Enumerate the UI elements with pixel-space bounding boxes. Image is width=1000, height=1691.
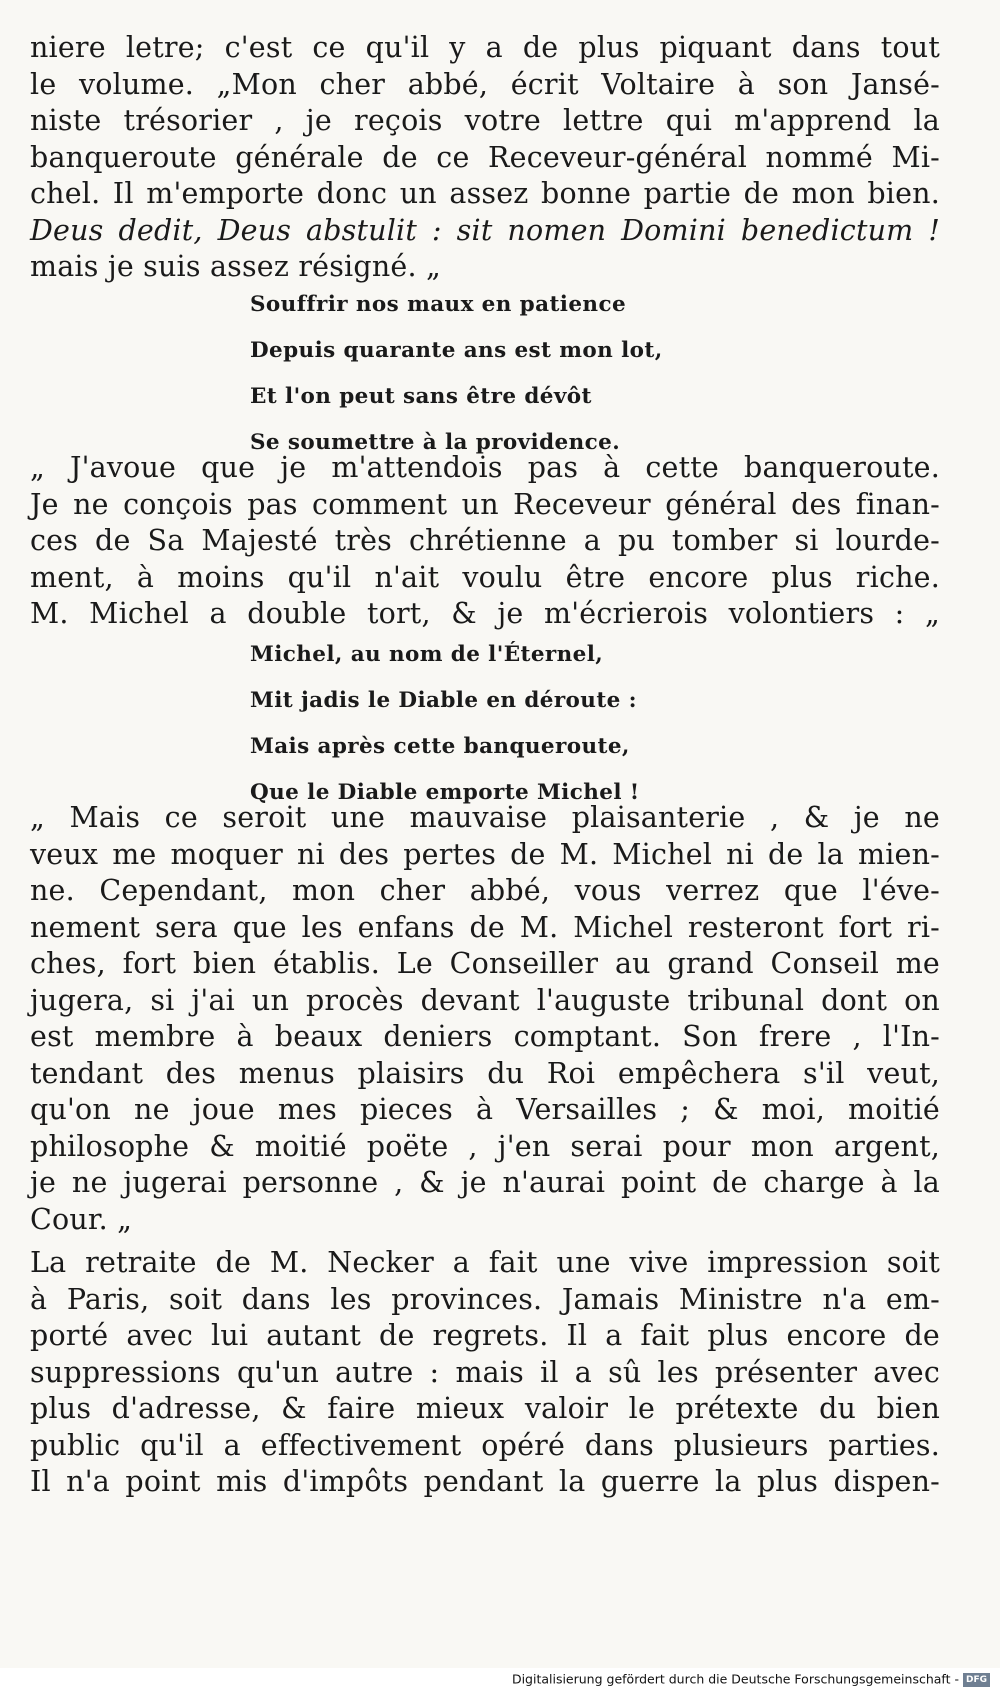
verse-line: Mit jadis le Diable en déroute : bbox=[250, 688, 637, 713]
text-line: mais je suis assez résigné. „ bbox=[30, 250, 441, 283]
digitization-footer bbox=[0, 1668, 1000, 1690]
verse-line: Michel, au nom de l'Éternel, bbox=[250, 642, 604, 667]
text-line: philosophe & moitié poëte , j'en serai pour mon argent, bbox=[30, 1129, 940, 1163]
paragraph-plaisanterie bbox=[30, 800, 940, 1238]
paragraph-banqueroute bbox=[30, 450, 940, 633]
text-line: tendant des menus plaisirs du Roi empêchera s'il veut, bbox=[30, 1056, 940, 1090]
dfg-logo-icon: DFG bbox=[963, 1673, 990, 1687]
text-line: je ne jugerai personne , & je n'aurai point de charge à la bbox=[30, 1166, 940, 1199]
text-line: Cour. „ bbox=[30, 1202, 133, 1236]
text-line: ne. Cependant, mon cher abbé, vous verrez que l'éve- bbox=[30, 874, 940, 907]
text-line: plus d'adresse, & faire mieux valoir le prétexte du bien bbox=[30, 1392, 940, 1425]
verse-line: Depuis quarante ans est mon lot, bbox=[250, 338, 663, 363]
text-line: banqueroute générale de ce Receveur-général nommé Mi- bbox=[30, 140, 940, 174]
text-line: veux me moquer ni des pertes de M. Michel ni de la mien- bbox=[30, 837, 940, 871]
text-line: ment, à moins qu'il n'ait voulu être encore plus riche. bbox=[30, 560, 940, 594]
verse-line: Que le Diable emporte Michel ! bbox=[250, 780, 640, 805]
text-line: Il n'a point mis d'impôts pendant la guerre la plus dispen- bbox=[30, 1465, 940, 1498]
verse-line: Et l'on peut sans être dévôt bbox=[250, 384, 592, 409]
text-line: „ J'avoue que je m'attendois pas à cette banqueroute. bbox=[30, 451, 940, 484]
verse-line: Se soumettre à la providence. bbox=[250, 430, 621, 455]
funding-notice: Digitalisierung gefördert durch die Deutsche Forschungsgemeinschaft - bbox=[511, 1671, 959, 1687]
text-line: jugera, si j'ai un procès devant l'auguste tribunal dont on bbox=[30, 983, 940, 1017]
text-line: à Paris, soit dans les provinces. Jamais Ministre n'a em- bbox=[30, 1282, 940, 1316]
text-line: Je ne conçois pas comment un Receveur général des finan- bbox=[30, 487, 940, 521]
text-line: nement sera que les enfans de M. Michel resteront fort ri- bbox=[30, 910, 940, 944]
text-line: porté avec lui autant de regrets. Il a fait plus encore de bbox=[30, 1319, 940, 1352]
text-line: niere letre; c'est ce qu'il y a de plus piquant dans tout bbox=[30, 31, 940, 64]
text-line: est membre à beaux deniers comptant. Son frere , l'In- bbox=[30, 1020, 940, 1053]
text-line: ches, fort bien établis. Le Conseiller au grand Conseil me bbox=[30, 947, 940, 980]
verse-line: Mais après cette banqueroute, bbox=[250, 734, 630, 759]
text-line: qu'on ne joue mes pieces à Versailles ; & moi, moitié bbox=[30, 1093, 940, 1126]
text-line: public qu'il a effectivement opéré dans plusieurs parties. bbox=[30, 1428, 940, 1462]
verse-stanza-michel bbox=[250, 632, 710, 816]
text-line: niste trésorier , je reçois votre lettre qui m'apprend la bbox=[30, 104, 940, 137]
text-line: M. Michel a double tort, & je m'écrierois volontiers : „ bbox=[30, 597, 940, 630]
verse-line: Souffrir nos maux en patience bbox=[250, 292, 627, 317]
paragraph-voltaire-letter bbox=[30, 30, 940, 286]
verse-stanza-patience bbox=[250, 282, 710, 466]
text-line: La retraite de M. Necker a fait une vive impression soit bbox=[30, 1246, 940, 1279]
text-line-latin-quote: Deus dedit, Deus abstulit : sit nomen Domini benedictum ! bbox=[30, 213, 940, 247]
text-line: chel. Il m'emporte donc un assez bonne partie de mon bien. bbox=[30, 177, 940, 210]
paragraph-necker-retraite bbox=[30, 1245, 940, 1501]
text-line: „ Mais ce seroit une mauvaise plaisanterie , & je ne bbox=[30, 801, 940, 834]
text-line: ces de Sa Majesté très chrétienne a pu tomber si lourde- bbox=[30, 524, 940, 557]
text-line: le volume. „Mon cher abbé, écrit Voltaire à son Jansé- bbox=[30, 67, 940, 101]
text-line: suppressions qu'un autre : mais il a sû les présenter avec bbox=[30, 1355, 940, 1389]
